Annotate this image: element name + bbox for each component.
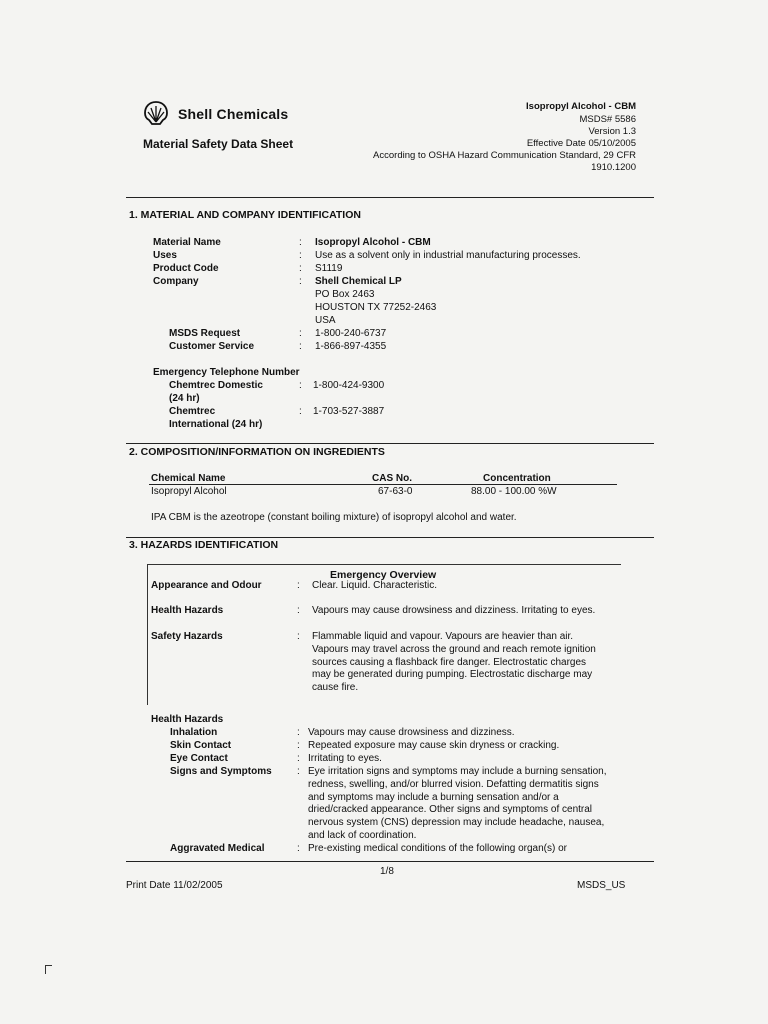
brand-name: Shell Chemicals: [178, 106, 289, 122]
chemtrec-intl-phone: 1-703-527-3887: [313, 406, 385, 417]
print-date: Print Date 11/02/2005: [126, 880, 223, 891]
msds-request-label: MSDS Request: [169, 328, 241, 339]
msds-request-phone: 1-800-240-6737: [315, 328, 387, 339]
colon: :: [299, 406, 302, 417]
overview-health-value: Vapours may cause drowsiness and dizziness. Irritating to eyes.: [312, 605, 596, 616]
footer-divider: [126, 861, 654, 862]
column-header-cas: CAS No.: [372, 473, 412, 484]
colon: :: [299, 341, 302, 352]
skin-contact-label: Skin Contact: [170, 740, 232, 751]
material-name-value: Isopropyl Alcohol - CBM: [315, 237, 431, 248]
shell-logo-icon: [143, 100, 169, 126]
section-divider: [126, 443, 654, 444]
chemtrec-domestic-label: Chemtrec Domestic: [169, 380, 263, 391]
scan-mark: [45, 965, 52, 974]
effective-date: Effective Date 05/10/2005: [526, 138, 636, 149]
document-title: Material Safety Data Sheet: [143, 137, 294, 151]
section-divider: [126, 537, 654, 538]
colon: :: [299, 380, 302, 391]
colon: :: [299, 263, 302, 274]
colon: :: [297, 740, 300, 751]
eye-contact-label: Eye Contact: [170, 753, 228, 764]
section-1-title: 1. MATERIAL AND COMPANY IDENTIFICATION: [129, 209, 361, 221]
composition-note: IPA CBM is the azeotrope (constant boiling mixture) of isopropyl alcohol and water.: [151, 512, 517, 523]
appearance-value: Clear. Liquid. Characteristic.: [312, 580, 438, 591]
eye-contact-value: Irritating to eyes.: [308, 753, 382, 764]
signs-symptoms-value: Eye irritation signs and symptoms may include a burning sensation, redness, swelling, and/or blurred vision. Defatting dermatitis signs and symptoms may include a burning sensation and/or a dried/cracked appearance. Other signs and symptoms of central nervous system (CNS) depression may include headache, nausea, and lack of coordination.: [308, 766, 607, 841]
section-2-title: 2. COMPOSITION/INFORMATION ON INGREDIENTS: [129, 446, 385, 458]
colon: :: [299, 276, 302, 287]
colon: :: [297, 580, 300, 591]
inhalation-value: Vapours may cause drowsiness and dizziness.: [308, 727, 515, 738]
colon: :: [297, 753, 300, 764]
product-code-label: Product Code: [153, 263, 219, 274]
safety-hazards-label: Safety Hazards: [151, 631, 223, 642]
inhalation-label: Inhalation: [170, 727, 218, 738]
table-header-rule: [149, 484, 617, 485]
chemtrec-intl-label: Chemtrec: [169, 406, 216, 417]
msds-number: MSDS# 5586: [579, 114, 636, 125]
chemtrec-domestic-label-2: (24 hr): [169, 393, 200, 404]
aggravated-medical-label: Aggravated Medical: [170, 843, 265, 854]
ingredient-name: Isopropyl Alcohol: [151, 486, 227, 497]
chemtrec-domestic-phone: 1-800-424-9300: [313, 380, 385, 391]
emergency-title: Emergency Telephone Number: [153, 367, 300, 378]
signs-symptoms-label: Signs and Symptoms: [170, 766, 272, 777]
emergency-overview-title: Emergency Overview: [330, 569, 437, 581]
column-header-concentration: Concentration: [483, 473, 551, 484]
colon: :: [297, 605, 300, 616]
standard-line-1: According to OSHA Hazard Communication Standard, 29 CFR: [373, 150, 636, 161]
safety-hazards-value: Flammable liquid and vapour. Vapours are heavier than air. Vapours may travel across the ground and reach remote ignition sources causing a flashback fire danger. Electrostatic charges may be generated during pumping. Electrostatic discharge may cause fire.: [312, 631, 596, 694]
address-line: PO Box 2463: [315, 289, 375, 300]
address-line: HOUSTON TX 77252-2463: [315, 302, 437, 313]
customer-service-label: Customer Service: [169, 341, 255, 352]
header-divider: [126, 197, 654, 198]
company-value: Shell Chemical LP: [315, 276, 402, 287]
colon: :: [297, 727, 300, 738]
skin-contact-value: Repeated exposure may cause skin dryness or cracking.: [308, 740, 560, 751]
uses-value: Use as a solvent only in industrial manufacturing processes.: [315, 250, 581, 261]
ingredient-concentration: 88.00 - 100.00 %W: [471, 486, 557, 497]
version: Version 1.3: [588, 126, 636, 137]
overview-health-label: Health Hazards: [151, 605, 224, 616]
material-name-label: Material Name: [153, 237, 221, 248]
colon: :: [297, 843, 300, 854]
uses-label: Uses: [153, 250, 177, 261]
colon: :: [297, 631, 300, 642]
address-line: USA: [315, 315, 336, 326]
appearance-label: Appearance and Odour: [151, 580, 262, 591]
colon: :: [299, 237, 302, 248]
column-header-chemical-name: Chemical Name: [151, 473, 226, 484]
chemtrec-intl-label-2: International (24 hr): [169, 419, 263, 430]
colon: :: [299, 250, 302, 261]
product-name: Isopropyl Alcohol - CBM: [526, 101, 636, 112]
section-3-title: 3. HAZARDS IDENTIFICATION: [129, 539, 279, 551]
page-number: 1/8: [380, 866, 394, 877]
health-hazards-title: Health Hazards: [151, 714, 224, 725]
colon: :: [299, 328, 302, 339]
colon: :: [297, 766, 300, 777]
document-code: MSDS_US: [577, 880, 626, 891]
company-label: Company: [153, 276, 199, 287]
aggravated-medical-value: Pre-existing medical conditions of the following organ(s) or: [308, 843, 568, 854]
ingredient-cas: 67-63-0: [378, 486, 413, 497]
product-code-value: S1119: [315, 263, 343, 274]
customer-service-phone: 1-866-897-4355: [315, 341, 387, 352]
standard-line-2: 1910.1200: [591, 162, 636, 173]
